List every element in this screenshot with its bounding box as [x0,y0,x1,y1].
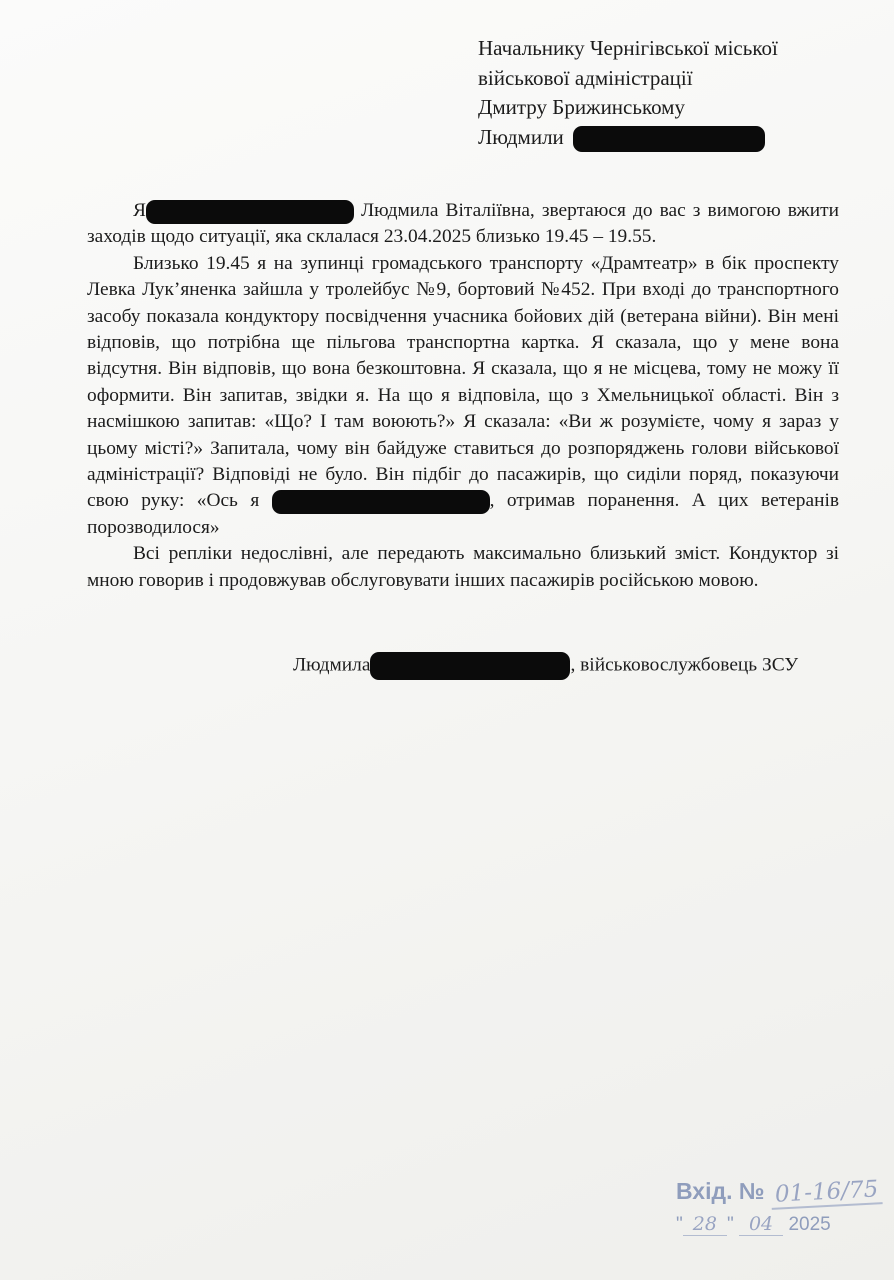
addressee-line-sender [478,123,778,153]
addressee-line-org: військової адміністрації [478,65,693,90]
paragraph-2-text: Близько 19.45 я на зупинці громадського транспорту «Драмтеатр» в бік проспекту Левка Лук’яненка зайшла у тролейбус №9, бортовий №452. При вході до транспортного засобу показала кондуктору посвідчення учасника бойових дій (ветерана війни). Він мені відповів, що потрібна ще пільгова транспортна картка. Я сказала, що у мене вона відсутня. Він відповів, що вона безкоштовна. Я сказала, що я не місцева, тому не можу її оформити. Він запитав, звідки я. На що я відповіла, що з Хмельницької області. Він з насмішкою запитав: «Що? І там воюють?» Я сказала: «Ви ж розумієте, чому я зараз у цьому місті?» Запитала, чому він байдуже ставиться до розпоряджень голови військової адміністрації? Відповіді не було. Він підбіг до пасажирів, що сиділи поряд, показуючи свою руку: «Ось я [87,252,839,512]
paragraph-1 [87,198,839,251]
addressee-line-name: Дмитру Брижинському [478,95,685,119]
redaction-bar [146,200,354,224]
signature-name: Людмила [293,654,371,676]
redaction-bar [272,490,490,514]
addressee-line-title: Начальнику Чернігівської міської [478,36,778,60]
letter-body [87,198,839,594]
incoming-registration-stamp [676,1178,882,1236]
redaction-bar [573,126,765,152]
stamp-number-line [676,1178,882,1207]
paragraph-1-text: Людмила Віталіївна, звертаюся до вас з вимогою вжити заходів щодо ситуації, яка склалася 23.04.2025 близько 19.45 – 19.55. [87,200,839,248]
stamp-label: Вхід. № [676,1178,765,1204]
sender-first-name: Людмили [478,124,564,149]
stamp-year: 2025 [788,1214,831,1235]
signature-line [293,652,798,680]
redaction-bar [370,652,570,680]
paragraph-2-end: , отримав поранення. А цих ветеранів порозводилося» [87,490,839,538]
addressee-block [478,34,778,152]
stamp-day: 28 [683,1213,727,1236]
stamp-month: 04 [739,1213,783,1236]
stamp-date-line: " 28 " 04 2025 [676,1213,831,1235]
paragraph-1-start: Я [133,200,146,221]
stamp-number: 01-16/75 [770,1176,883,1210]
signature-role: , військовослужбовець ЗСУ [570,654,799,676]
paragraph-3: Всі репліки недослівні, але передають максимально близький зміст. Кондуктор зі мною говорив і продовжував обслуговувати інших пасажирів російською мовою. [87,543,839,591]
paragraph-2 [87,251,839,541]
